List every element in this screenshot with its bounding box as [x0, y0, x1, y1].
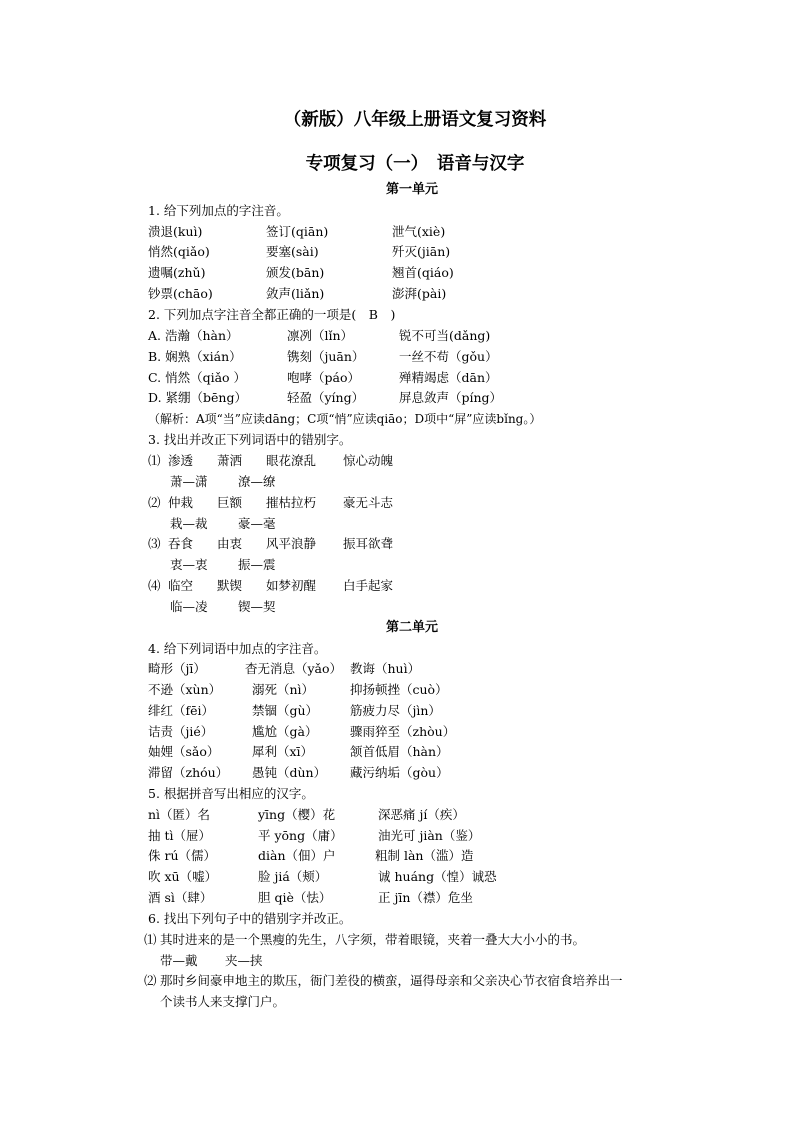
unit-heading-2: 第二单元 [385, 620, 438, 635]
unit-heading-1: 第一单元 [385, 182, 438, 197]
page-subtitle: 专项复习（一） 语音与汉字 [305, 154, 525, 174]
document-page: （新版）八年级上册语文复习资料 专项复习（一） 语音与汉字 第一单元 1. 给下列加点的字注音。 溃退(kuì) 签订(qiān) 泄气(xiè) 悄然(qiǎo) 要塞(sài) 歼灭(jiān) 遗嘱(zhǔ) 颁发(bān) 翘首(qiáo) 钞票(chāo) 敛声(liǎn) 澎湃(pài) 2. 下列加点字注音全都正确的一项是( B ) A. 浩瀚（hàn） 凛冽（lǐn） 锐不可当(dǎng) B. 娴熟（xián） 镌刻（juān） 一丝不苟（gǒu） C. 悄然（qiǎo ） 咆哮（páo） 殚精竭虑（dān） D. 紧绷（bēng） 轻盈（yíng） 屏息敛声（píng） （解析：A项“当”应读dāng；C项“悄”应读qiāo；D项中“屏”应读bǐng。） 3. 找出并改正下列词语中的错别字。 ⑴ 渗透 萧洒 眼花潦乱 惊心动魄 萧—潇 潦—缭 ⑵ 仲栽 巨额 摧枯拉朽 豪无斗志 栽—裁 豪—毫 ⑶ 吞食 由衷 风平浪静 振耳欲聋 衷—衷 振—震 ⑷ 临空 默锲 如梦初醒 白手起家 临—凌 锲—契 第二单元 4. 给下列词语中加点的字注音。 畸形（jī） 杳无消息（yǎo） 教诲（huì） 不逊（xùn） 溺死（nì） 抑扬顿挫（cuò） 绯红（fēi） 禁锢（gù） 筋疲力尽（jìn） 诘责（jié） 尴尬（gà） 骤雨猝至（zhòu） 妯娌（sǎo） 犀利（xī） 颔首低眉（hàn） 滞留（zhóu） 愚钝（dùn） 藏污纳垢（gòu） 5. 根据拼音写出相应的汉字。 nì（匿）名 yīng（樱）花 深恶痛 jí（疾） 抽 tì（屉） 平 yōng（庸） 油光可 jiàn（鉴） 侏 rú（儒） diàn（佃）户 粗制 làn（滥）造 吹 xū（嘘） 脸 jiá（颊） 诚 huáng（惶）诚恐 酒 sì（肆） 胆 qiè（怯） 正 jīn（襟）危坐 6. 找出下列句子中的错别字并改正。 ⑴ 其时进来的是一个黑瘦的先生，八字须，带着眼镜，夹着一叠大大小小的书。 带—戴 夹—挟 ⑵ 那时乡间豪申地主的欺压，衙门差役的横蛮，逼得母亲和父亲决心节衣宿食培养出一 个读书人来支撑门户。 [0, 0, 794, 1123]
page-title: （新版）八年级上册语文复习资料 [283, 110, 547, 130]
